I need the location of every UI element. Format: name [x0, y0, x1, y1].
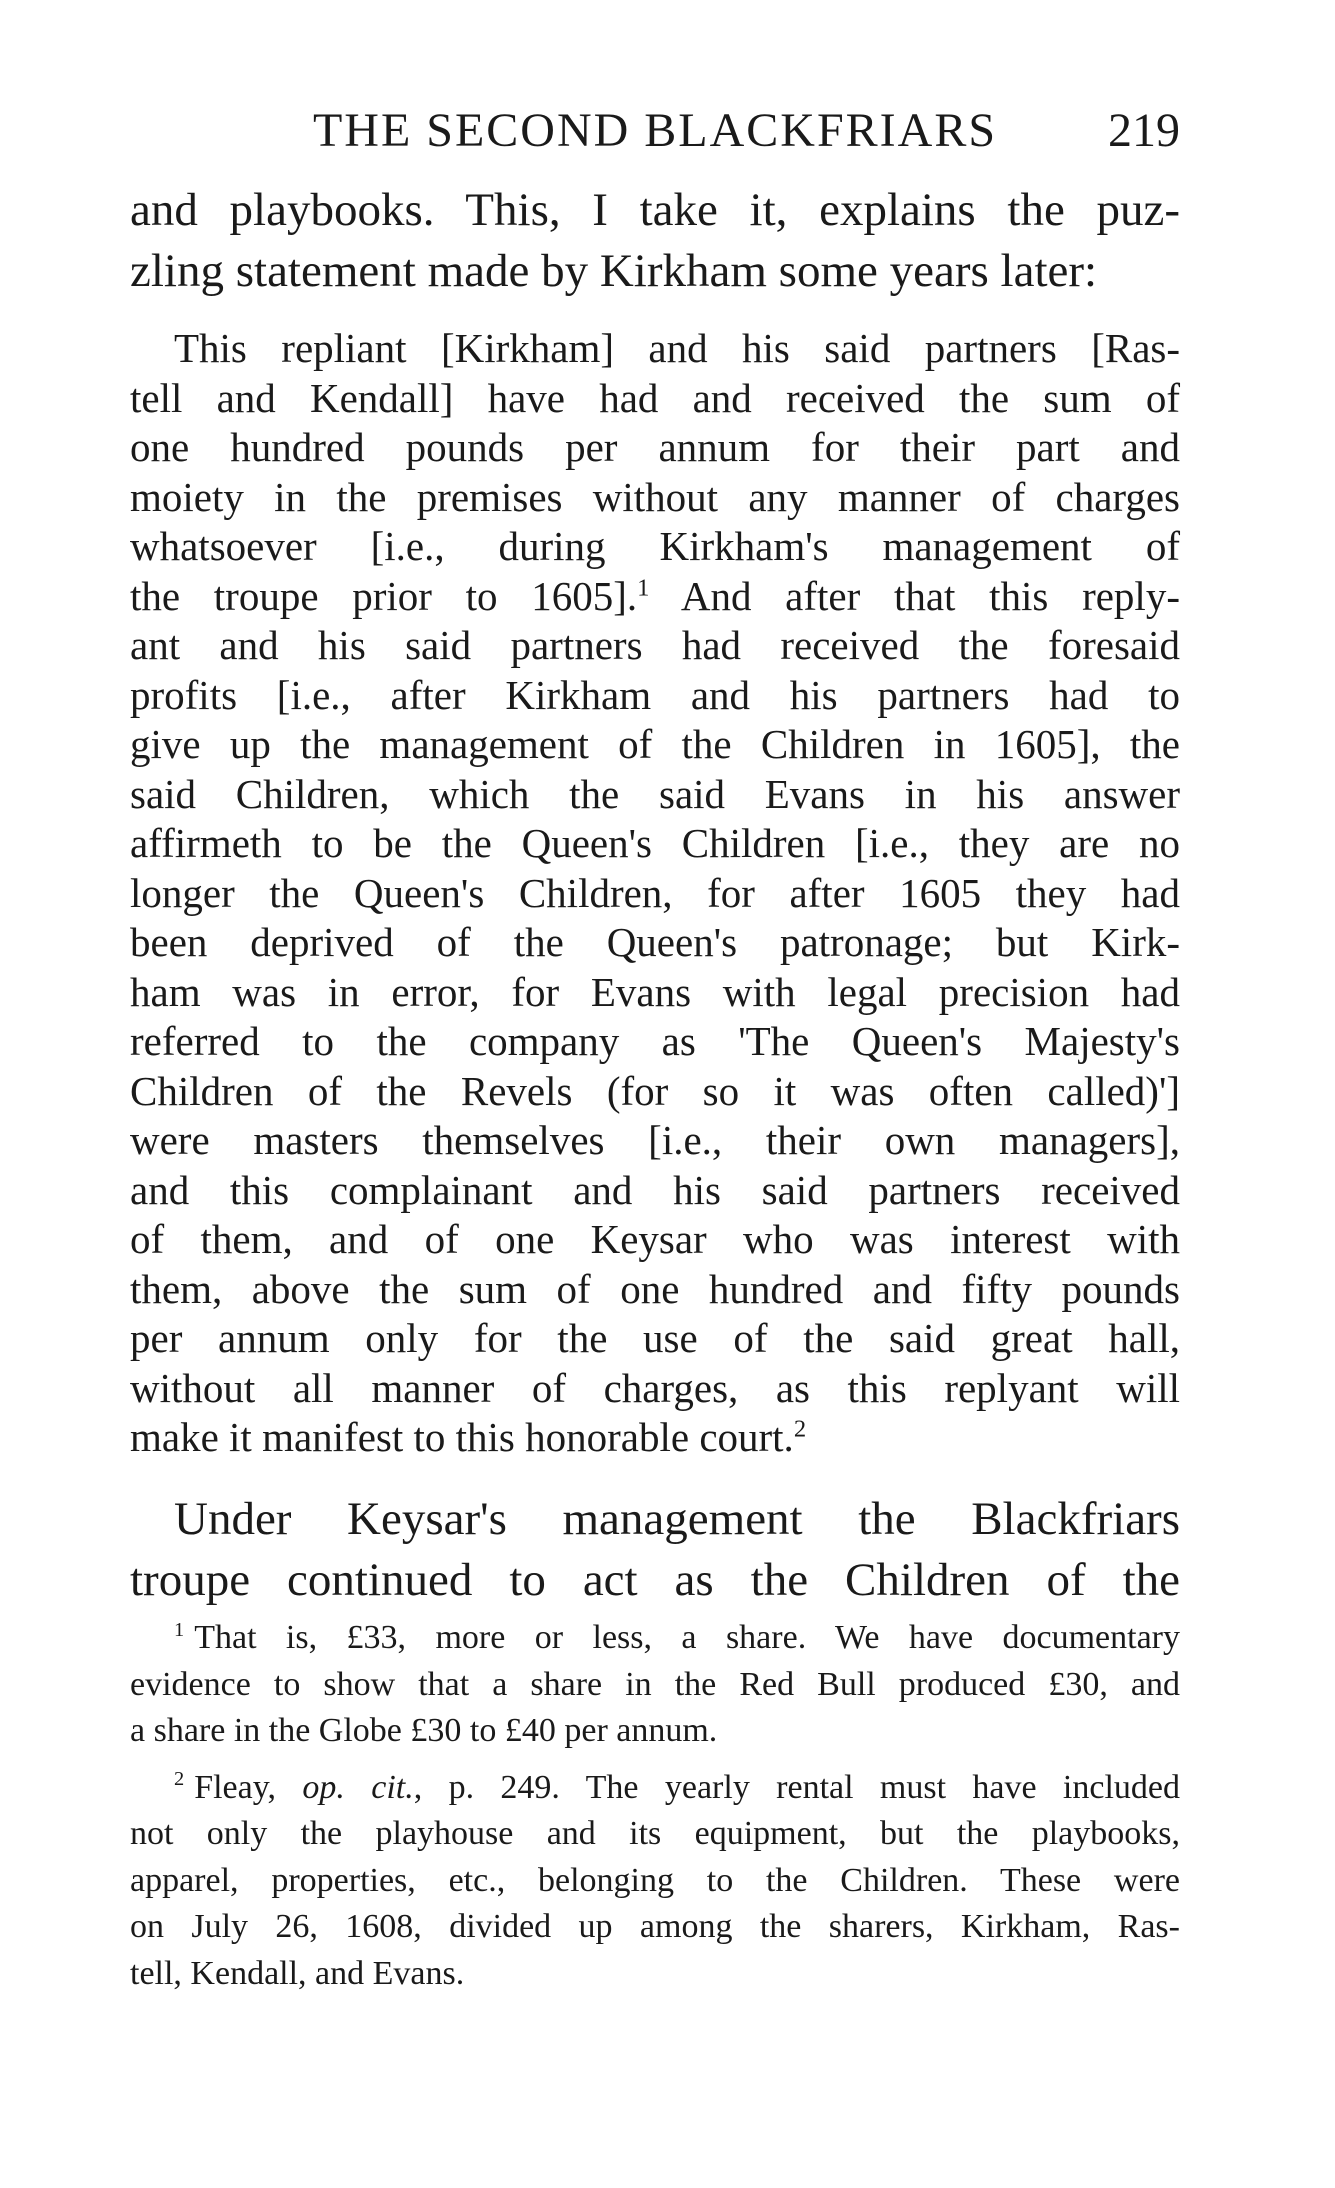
quote-line: per annum only for the use of the said great hall, [130, 1315, 1180, 1361]
quote-line: of them, and of one Keysar who was interest with [130, 1216, 1180, 1262]
footnotes [130, 1615, 1180, 1997]
quote-line: one hundred pounds per annum for their part and [130, 424, 1180, 470]
footnote-line: not only the playhouse and its equipment, but the playbooks, [130, 1815, 1180, 1852]
quote-line: ant and his said partners had received the foresaid [130, 622, 1180, 668]
footnote-mark: 2 [174, 1768, 185, 1791]
text-line: zling statement made by Kirkham some years later: [130, 245, 1098, 297]
quote-line-start: the troupe prior to 1605]. [130, 572, 638, 619]
quote-line: were masters themselves [i.e., their own managers], [130, 1117, 1180, 1163]
footnote-text: That is, £33, more or less, a share. We have documentary [194, 1619, 1180, 1656]
quote-line: referred to the company as 'The Queen's Majesty's [130, 1018, 1180, 1064]
footnote-text: , p. 249. The yearly rental must have included [413, 1768, 1180, 1806]
quote-line: profits [i.e., after Kirkham and his partners had to [130, 671, 1180, 718]
quote-line: This repliant [Kirkham] and his said partners [Ras- [174, 325, 1180, 371]
intro-paragraph [130, 180, 1180, 302]
block-quote [130, 324, 1180, 1463]
footnote-text: Fleay, [194, 1768, 303, 1806]
text-line: troupe continued to act as the Children of the [130, 1553, 1180, 1606]
quote-line: and this complainant and his said partners received [130, 1166, 1180, 1213]
quote-line-text: make it manifest to this honorable court. [130, 1414, 794, 1460]
footnote-1 [130, 1615, 1180, 1755]
footnote-line: on July 26, 1608, divided up among the sharers, Kirkham, Ras- [130, 1908, 1180, 1945]
running-title: THE SECOND BLACKFRIARS [312, 104, 998, 157]
quote-line: whatsoever [i.e., during Kirkham's management of [130, 523, 1180, 569]
footnote-2 [130, 1765, 1180, 1998]
quote-line: give up the management of the Children in 1605], the [130, 721, 1180, 767]
quote-line-end: And after that this reply- [680, 572, 1180, 619]
footnote-line: a share in the Globe £30 to £40 per annum. [130, 1712, 718, 1749]
quote-line: Children of the Revels (for so it was often called)'] [130, 1067, 1180, 1114]
footnote-mark: 1 [174, 1618, 185, 1641]
body-text [130, 180, 1180, 1611]
quote-line-with-footnote [130, 1413, 1180, 1463]
quote-line: affirmeth to be the Queen's Children [i.e., they are no [130, 820, 1180, 866]
footnote-ref-1: 1 [637, 573, 650, 601]
footnote-ref-2: 2 [793, 1415, 807, 1443]
footnote-line [130, 1615, 1180, 1662]
running-head [130, 96, 1180, 166]
quote-line: tell and Kendall] have had and received the sum of [130, 374, 1180, 421]
page-number: 219 [1108, 104, 1180, 157]
quote-line: moiety in the premises without any manner of charges [130, 473, 1180, 520]
text-line: and playbooks. This, I take it, explains the puz- [130, 184, 1180, 236]
footnote-line: tell, Kendall, and Evans. [130, 1954, 465, 1992]
quote-line: without all manner of charges, as this replyant will [130, 1364, 1180, 1411]
footnote-citation: op. cit. [302, 1768, 414, 1806]
quote-line: been deprived of the Queen's patronage; but Kirk- [130, 919, 1180, 965]
closing-paragraph [130, 1489, 1180, 1611]
text-line: Under Keysar's management the Blackfriars [174, 1492, 1180, 1545]
quote-line: said Children, which the said Evans in his answer [130, 770, 1180, 817]
quote-line: ham was in error, for Evans with legal precision had [130, 968, 1180, 1015]
quote-line: longer the Queen's Children, for after 1605 they had [130, 869, 1180, 916]
footnote-line: evidence to show that a share in the Red Bull produced £30, and [130, 1665, 1180, 1703]
quote-line: them, above the sum of one hundred and fifty pounds [130, 1265, 1180, 1312]
footnote-line [130, 1765, 1180, 1812]
quote-line-with-footnote [130, 572, 1180, 622]
footnote-line: apparel, properties, etc., belonging to the Children. These were [130, 1861, 1180, 1899]
